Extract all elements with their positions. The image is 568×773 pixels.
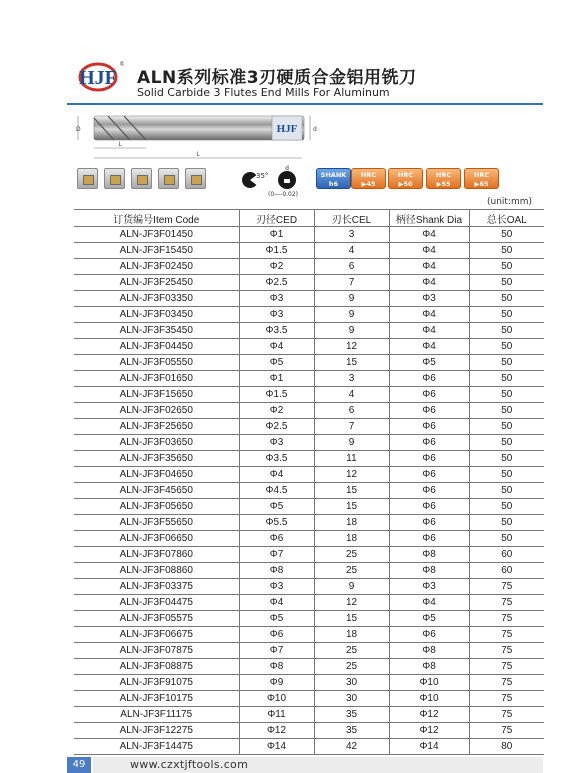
table-row [74, 563, 544, 579]
cell-shank-diameter: Φ5 [389, 355, 469, 371]
table-row [74, 387, 544, 403]
table-row [74, 611, 544, 627]
cell-item-code: ALN-JF3F07860 [74, 547, 239, 563]
header-cutting-length: 刃长CEL [314, 210, 389, 227]
badge-hrc50-line2: ▶50 [398, 179, 413, 188]
tolerance-symbol: d [285, 165, 289, 172]
cell-overall-length: 50 [469, 291, 544, 307]
cell-cutting-diameter: Φ3.5 [239, 323, 314, 339]
table-row [74, 451, 544, 467]
cell-cutting-length: 12 [314, 595, 389, 611]
cell-cutting-diameter: Φ5 [239, 355, 314, 371]
cell-item-code: ALN-JF3F01650 [74, 371, 239, 387]
shank-tolerance-icon [272, 164, 302, 192]
cell-overall-length: 75 [469, 723, 544, 739]
cell-item-code: ALN-JF3F35450 [74, 323, 239, 339]
unit-note: (unit:mm) [487, 197, 533, 207]
table-row [74, 467, 544, 483]
cell-cutting-diameter: Φ7 [239, 643, 314, 659]
badge-hrc50-line1: HRC [397, 171, 414, 179]
cell-cutting-length: 7 [314, 275, 389, 291]
website-url: www.czxtjftools.com [130, 758, 249, 771]
table-row [74, 691, 544, 707]
badge-hrc65-line2: ▶65 [474, 179, 489, 188]
cell-item-code: ALN-JF3F91075 [74, 675, 239, 691]
title-divider [67, 103, 543, 105]
cell-shank-diameter: Φ12 [389, 723, 469, 739]
cell-cutting-diameter: Φ8 [239, 563, 314, 579]
cell-cutting-diameter: Φ2.5 [239, 419, 314, 435]
cell-cutting-diameter: Φ7 [239, 547, 314, 563]
helix-angle-value: 35° [256, 172, 269, 180]
shank-diameter-label: d [313, 126, 317, 133]
cell-cutting-diameter: Φ14 [239, 739, 314, 755]
cell-item-code: ALN-JF3F04450 [74, 339, 239, 355]
cell-cutting-length: 9 [314, 435, 389, 451]
cell-shank-diameter: Φ8 [389, 643, 469, 659]
cell-shank-diameter: Φ6 [389, 371, 469, 387]
cell-shank-diameter: Φ4 [389, 227, 469, 243]
cell-shank-diameter: Φ4 [389, 595, 469, 611]
cell-cutting-length: 9 [314, 291, 389, 307]
cell-item-code: ALN-JF3F05550 [74, 355, 239, 371]
cell-item-code: ALN-JF3F03375 [74, 579, 239, 595]
table-row [74, 595, 544, 611]
table-row [74, 403, 544, 419]
cell-shank-diameter: Φ14 [389, 739, 469, 755]
cell-cutting-length: 9 [314, 579, 389, 595]
cell-overall-length: 50 [469, 403, 544, 419]
cell-shank-diameter: Φ6 [389, 419, 469, 435]
cell-cutting-diameter: Φ1.5 [239, 387, 314, 403]
cell-overall-length: 60 [469, 547, 544, 563]
page-title: ALN系列标准3刃硬质合金铝用铣刀 [137, 68, 417, 88]
table-row [74, 483, 544, 499]
cell-cutting-diameter: Φ6 [239, 627, 314, 643]
cell-overall-length: 50 [469, 323, 544, 339]
shoulder-milling-icon [185, 168, 206, 189]
cell-overall-length: 50 [469, 355, 544, 371]
cell-shank-diameter: Φ8 [389, 563, 469, 579]
table-row [74, 627, 544, 643]
table-row [74, 307, 544, 323]
table-header-row [74, 210, 544, 227]
cell-cutting-length: 12 [314, 467, 389, 483]
cell-shank-diameter: Φ4 [389, 339, 469, 355]
table-row [74, 515, 544, 531]
cell-cutting-length: 4 [314, 243, 389, 259]
cell-shank-diameter: Φ3 [389, 579, 469, 595]
hrc45-badge [351, 168, 386, 189]
cell-overall-length: 50 [469, 275, 544, 291]
cell-cutting-length: 15 [314, 355, 389, 371]
cell-item-code: ALN-JF3F01450 [74, 227, 239, 243]
cell-overall-length: 75 [469, 691, 544, 707]
cell-shank-diameter: Φ6 [389, 435, 469, 451]
cell-shank-diameter: Φ8 [389, 547, 469, 563]
cell-item-code: ALN-JF3F15450 [74, 243, 239, 259]
cell-overall-length: 50 [469, 515, 544, 531]
cell-cutting-diameter: Φ1 [239, 227, 314, 243]
side-milling-icon [131, 168, 152, 189]
cell-item-code: ALN-JF3F25650 [74, 419, 239, 435]
cell-item-code: ALN-JF3F35650 [74, 451, 239, 467]
cell-cutting-length: 35 [314, 707, 389, 723]
hrc65-badge [464, 168, 499, 189]
cell-overall-length: 50 [469, 451, 544, 467]
cell-cutting-diameter: Φ3.5 [239, 451, 314, 467]
badge-shank-line1: SHANK [320, 171, 347, 179]
page-number: 49 [67, 757, 91, 773]
cell-item-code: ALN-JF3F06675 [74, 627, 239, 643]
cell-cutting-diameter: Φ5 [239, 611, 314, 627]
cell-overall-length: 80 [469, 739, 544, 755]
table-row [74, 275, 544, 291]
table-row [74, 371, 544, 387]
spec-table [74, 209, 544, 755]
table-row [74, 547, 544, 563]
cell-overall-length: 50 [469, 467, 544, 483]
cell-cutting-length: 6 [314, 259, 389, 275]
cell-overall-length: 50 [469, 435, 544, 451]
table-row [74, 419, 544, 435]
cell-cutting-diameter: Φ3 [239, 307, 314, 323]
table-row [74, 499, 544, 515]
overall-length-label: L [196, 151, 200, 158]
cell-cutting-diameter: Φ1 [239, 371, 314, 387]
cell-cutting-diameter: Φ4 [239, 595, 314, 611]
cell-item-code: ALN-JF3F08875 [74, 659, 239, 675]
cell-cutting-diameter: Φ3 [239, 579, 314, 595]
cell-item-code: ALN-JF3F03350 [74, 291, 239, 307]
cell-cutting-diameter: Φ9 [239, 675, 314, 691]
cell-shank-diameter: Φ6 [389, 499, 469, 515]
cell-shank-diameter: Φ6 [389, 515, 469, 531]
cell-shank-diameter: Φ6 [389, 387, 469, 403]
cell-overall-length: 50 [469, 227, 544, 243]
cell-cutting-length: 35 [314, 723, 389, 739]
cell-cutting-length: 18 [314, 627, 389, 643]
badge-hrc55-line1: HRC [435, 171, 452, 179]
cell-overall-length: 50 [469, 259, 544, 275]
cell-cutting-length: 25 [314, 563, 389, 579]
pocketing-icon [104, 168, 125, 189]
hrc55-badge [426, 168, 461, 189]
cell-overall-length: 75 [469, 659, 544, 675]
table-row [74, 531, 544, 547]
header-shank-diameter: 柄径Shank Dia [389, 210, 469, 227]
shank-h6-badge [316, 168, 351, 189]
cell-overall-length: 50 [469, 483, 544, 499]
cell-shank-diameter: Φ6 [389, 483, 469, 499]
cell-cutting-diameter: Φ11 [239, 707, 314, 723]
page-subtitle: Solid Carbide 3 Flutes End Mills For Aluminum [137, 86, 390, 99]
cell-cutting-diameter: Φ3 [239, 435, 314, 451]
cell-overall-length: 50 [469, 371, 544, 387]
cell-cutting-length: 6 [314, 403, 389, 419]
cell-cutting-diameter: Φ3 [239, 291, 314, 307]
table-row [74, 243, 544, 259]
end-mill-drawing [74, 112, 329, 164]
table-row [74, 227, 544, 243]
cell-cutting-length: 3 [314, 371, 389, 387]
cell-overall-length: 50 [469, 531, 544, 547]
cell-overall-length: 60 [469, 563, 544, 579]
cell-cutting-diameter: Φ2 [239, 259, 314, 275]
cell-shank-diameter: Φ3 [389, 291, 469, 307]
cell-shank-diameter: Φ5 [389, 611, 469, 627]
cell-shank-diameter: Φ6 [389, 467, 469, 483]
table-row [74, 659, 544, 675]
cell-overall-length: 50 [469, 419, 544, 435]
cell-item-code: ALN-JF3F11175 [74, 707, 239, 723]
slotting-icon [77, 168, 98, 189]
table-row [74, 355, 544, 371]
cell-cutting-length: 12 [314, 339, 389, 355]
cell-cutting-diameter: Φ2 [239, 403, 314, 419]
badge-shank-line2: h6 [328, 179, 339, 188]
shank-logo-letters: HJF [276, 123, 298, 135]
cell-item-code: ALN-JF3F05575 [74, 611, 239, 627]
cell-shank-diameter: Φ6 [389, 531, 469, 547]
cell-overall-length: 75 [469, 611, 544, 627]
cell-cutting-length: 15 [314, 611, 389, 627]
cell-shank-diameter: Φ12 [389, 707, 469, 723]
cell-cutting-length: 18 [314, 531, 389, 547]
cell-item-code: ALN-JF3F03650 [74, 435, 239, 451]
flute-length-label: L [118, 141, 122, 148]
logo-letters-top: HJF [79, 67, 117, 89]
table-row [74, 739, 544, 755]
cell-item-code: ALN-JF3F10175 [74, 691, 239, 707]
cell-item-code: ALN-JF3F06650 [74, 531, 239, 547]
cell-item-code: ALN-JF3F05650 [74, 499, 239, 515]
badge-hrc45-line2: ▶45 [361, 179, 376, 188]
cell-cutting-length: 9 [314, 323, 389, 339]
table-row [74, 323, 544, 339]
cell-shank-diameter: Φ10 [389, 675, 469, 691]
cell-item-code: ALN-JF3F04650 [74, 467, 239, 483]
table-row [74, 707, 544, 723]
cell-cutting-diameter: Φ10 [239, 691, 314, 707]
cell-cutting-length: 25 [314, 659, 389, 675]
badge-hrc55-line2: ▶55 [436, 179, 451, 188]
cell-cutting-diameter: Φ5.5 [239, 515, 314, 531]
cell-cutting-length: 25 [314, 547, 389, 563]
profiling-icon [158, 168, 179, 189]
cell-shank-diameter: Φ8 [389, 659, 469, 675]
cell-item-code: ALN-JF3F02650 [74, 403, 239, 419]
header-cutting-diameter: 刃径CED [239, 210, 314, 227]
cell-cutting-length: 3 [314, 227, 389, 243]
cell-cutting-length: 9 [314, 307, 389, 323]
cell-overall-length: 75 [469, 643, 544, 659]
cell-cutting-diameter: Φ2.5 [239, 275, 314, 291]
cell-cutting-length: 15 [314, 483, 389, 499]
cell-shank-diameter: Φ6 [389, 627, 469, 643]
cell-cutting-diameter: Φ4.5 [239, 483, 314, 499]
cell-item-code: ALN-JF3F08860 [74, 563, 239, 579]
cell-overall-length: 75 [469, 707, 544, 723]
cell-cutting-length: 30 [314, 691, 389, 707]
cell-item-code: ALN-JF3F45650 [74, 483, 239, 499]
header-overall-length: 总长OAL [469, 210, 544, 227]
table-row [74, 579, 544, 595]
cell-cutting-diameter: Φ4 [239, 467, 314, 483]
cell-cutting-diameter: Φ12 [239, 723, 314, 739]
shank-tolerance-value: (0—-0.02) [268, 191, 299, 198]
hrc50-badge [388, 168, 423, 189]
cell-item-code: ALN-JF3F14475 [74, 739, 239, 755]
cell-cutting-diameter: Φ6 [239, 531, 314, 547]
cell-cutting-length: 30 [314, 675, 389, 691]
table-row [74, 435, 544, 451]
logo-registered-mark: ® [120, 62, 124, 68]
badge-hrc45-line1: HRC [360, 171, 377, 179]
cell-overall-length: 75 [469, 595, 544, 611]
cell-overall-length: 50 [469, 387, 544, 403]
cell-item-code: ALN-JF3F07875 [74, 643, 239, 659]
cell-item-code: ALN-JF3F02450 [74, 259, 239, 275]
badge-hrc65-line1: HRC [473, 171, 490, 179]
cell-overall-length: 50 [469, 339, 544, 355]
cell-shank-diameter: Φ6 [389, 451, 469, 467]
cell-cutting-diameter: Φ8 [239, 659, 314, 675]
cell-overall-length: 50 [469, 499, 544, 515]
cell-shank-diameter: Φ6 [389, 403, 469, 419]
cell-shank-diameter: Φ4 [389, 307, 469, 323]
cell-cutting-length: 18 [314, 515, 389, 531]
cell-cutting-diameter: Φ4 [239, 339, 314, 355]
cell-overall-length: 75 [469, 675, 544, 691]
cell-item-code: ALN-JF3F55650 [74, 515, 239, 531]
table-row [74, 675, 544, 691]
cell-overall-length: 75 [469, 627, 544, 643]
cell-shank-diameter: Φ4 [389, 323, 469, 339]
cell-overall-length: 75 [469, 579, 544, 595]
cell-overall-length: 50 [469, 243, 544, 259]
table-row [74, 339, 544, 355]
header-item-code: 订货编号Item Code [74, 210, 239, 227]
company-logo [76, 58, 124, 98]
table-row [74, 291, 544, 307]
cell-cutting-length: 4 [314, 387, 389, 403]
cell-item-code: ALN-JF3F12275 [74, 723, 239, 739]
cell-cutting-length: 11 [314, 451, 389, 467]
cell-overall-length: 50 [469, 307, 544, 323]
cell-item-code: ALN-JF3F04475 [74, 595, 239, 611]
table-row [74, 643, 544, 659]
cell-shank-diameter: Φ4 [389, 275, 469, 291]
cell-cutting-length: 25 [314, 643, 389, 659]
cell-shank-diameter: Φ4 [389, 259, 469, 275]
table-row [74, 723, 544, 739]
cell-item-code: ALN-JF3F15650 [74, 387, 239, 403]
cell-cutting-diameter: Φ1.5 [239, 243, 314, 259]
cell-shank-diameter: Φ4 [389, 243, 469, 259]
diameter-label: D [76, 126, 81, 133]
cell-item-code: ALN-JF3F25450 [74, 275, 239, 291]
cell-shank-diameter: Φ10 [389, 691, 469, 707]
cell-cutting-length: 7 [314, 419, 389, 435]
table-row [74, 259, 544, 275]
cell-cutting-length: 15 [314, 499, 389, 515]
cell-item-code: ALN-JF3F03450 [74, 307, 239, 323]
cell-cutting-diameter: Φ5 [239, 499, 314, 515]
cell-cutting-length: 42 [314, 739, 389, 755]
